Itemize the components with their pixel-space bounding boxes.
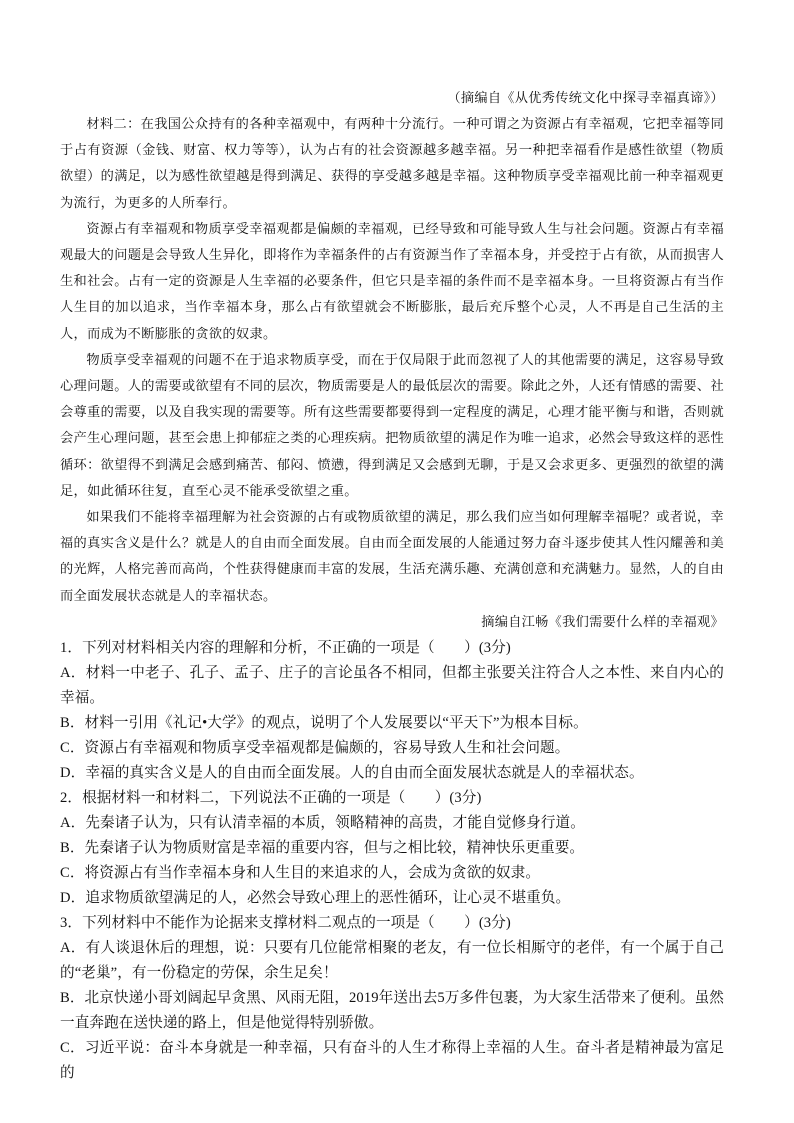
option-d: D．追求物质欲望满足的人，必然会导致心理上的恶性循环，让心灵不堪重负。 [60,889,571,906]
option-c: C．将资源占有当作幸福本身和人生目的来追求的人，会成为贪欲的奴隶。 [60,864,541,881]
option-a: A．先秦诸子认为，只有认清幸福的本质，领略精神的高贵，才能自觉修身行道。 [60,814,585,831]
source-citation-top: （摘编自《从优秀传统文化中探寻幸福真谛》） [447,91,724,106]
question-list [60,636,724,1086]
option-d: D．幸福的真实含义是人的自由而全面发展。人的自由而全面发展状态就是人的幸福状态。 [60,764,644,781]
question-stem: 1．下列对材料相关内容的理解和分析，不正确的一项是（ ）(3分) [60,639,511,656]
option-a: A．材料一中老子、孔子、孟子、庄子的言论虽各不相同，但都主张要关注符合人之本性、来自内心的幸福。 [60,664,724,706]
question-2 [60,786,724,911]
material-paragraph: 资源占有幸福观和物质享受幸福观都是偏颇的幸福观，已经导致和可能导致人生与社会问题。资源占有幸福观最大的问题是会导致人生异化，即将作为幸福条件的占有资源当作了幸福本身，并受控于占有欲，从而损害人生和社会。占有一定的资源是人生幸福的必要条件，但它只是幸福的条件而不是幸福本身。一旦将资源占有当作人生目的加以追求，当作幸福本身，那么占有欲望就会不断膨胀，最后充斥整个心灵，人不再是自己生活的主人，而成为不断膨胀的贪欲的奴隶。 [60,221,724,342]
question-1 [60,636,724,786]
option-b: B．北京快递小哥刘阔起早贪黑、风雨无阻，2019年送出去5万多件包裹，为大家生活带来了便利。虽然一直奔跑在送快递的路上，但是他觉得特别骄傲。 [60,989,724,1031]
material-paragraph: 材料二：在我国公众持有的各种幸福观中，有两种十分流行。一种可谓之为资源占有幸福观，它把幸福等同于占有资源（金钱、财富、权力等等），认为占有的社会资源越多越幸福。另一种把幸福看作是感性欲望（物质欲望）的满足，以为感性欲望越是得到满足、获得的享受越多越是幸福。这种物质享受幸福观比前一种幸福观更为流行，为更多的人所奉行。 [60,117,724,211]
material-paragraph: 如果我们不能将幸福理解为社会资源的占有或物质欲望的满足，那么我们应当如何理解幸福呢？或者说，幸福的真实含义是什么？就是人的自由而全面发展。自由而全面发展的人能通过努力奋斗逐步使其人性闪耀善和美的光辉，人格完善而高尚，个性获得健康而丰富的发展，生活充满乐趣、充满创意和充满魅力。显然，人的自由而全面发展状态就是人的幸福状态。 [60,510,724,604]
option-b: B．材料一引用《礼记•大学》的观点，说明了个人发展要以“平天下”为根本目标。 [60,714,588,731]
question-3 [60,911,724,1086]
question-stem: 3．下列材料中不能作为论据来支撑材料二观点的一项是（ ）(3分) [60,914,511,931]
source-citation-bottom: 摘编自江畅《我们需要什么样的幸福观》 [481,614,724,630]
option-a: A．有人谈退休后的理想，说：只要有几位能常相聚的老友，有一位长相厮守的老伴，有一个属于自己的“老巢”，有一份稳定的劳保，余生足矣！ [60,939,724,981]
option-b: B．先秦诸子认为物质财富是幸福的重要内容，但与之相比较，精神快乐更重要。 [60,839,585,856]
question-stem: 2．根据材料一和材料二，下列说法不正确的一项是（ ）(3分) [60,789,482,806]
material-paragraph: 物质享受幸福观的问题不在于追求物质享受，而在于仅局限于此而忽视了人的其他需要的满足，这容易导致心理问题。人的需要或欲望有不同的层次，物质需要是人的最低层次的需要。除此之外，人还有情感的需要、社会尊重的需要，以及自我实现的需要等。所有这些需要都要得到一定程度的满足，心理才能平衡与和谐，否则就会产生心理问题，甚至会患上抑郁症之类的心理疾病。把物质欲望的满足作为唯一追求，必然会导致这样的恶性循环：欲望得不到满足会感到痛苦、郁闷、愤懑，得到满足又会感到无聊，于是又会求更多、更强烈的欲望的满足，如此循环往复，直至心灵不能承受欲望之重。 [60,352,724,499]
option-c: C．资源占有幸福观和物质享受幸福观都是偏颇的，容易导致人生和社会问题。 [60,739,570,756]
option-c: C．习近平说：奋斗本身就是一种幸福，只有奋斗的人生才称得上幸福的人生。奋斗者是精神最为富足的 [60,1039,724,1081]
document-page [60,86,724,1086]
material-two [60,112,724,610]
